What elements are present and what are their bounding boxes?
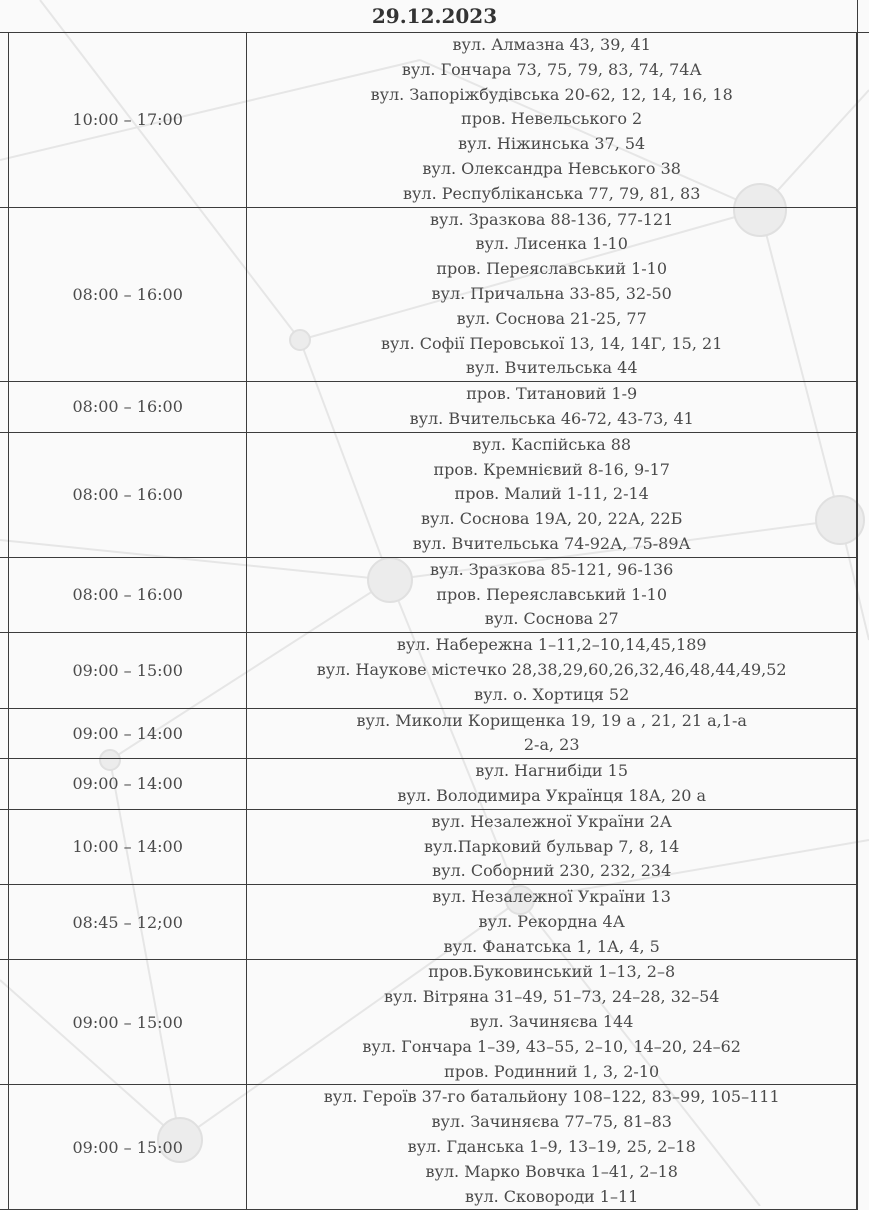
address-line: вул. Вчительська 46-72, 43-73, 41: [409, 408, 694, 428]
time-range-cell: 08:00 – 16:00: [8, 207, 246, 382]
address-line: пров. Малий 1-11, 2-14: [454, 484, 649, 504]
address-line: вул. о. Хортиця 52: [474, 684, 630, 704]
address-line: вул. Вчительська 74-92А, 75-89А: [412, 533, 691, 553]
address-line: вул. Зачиняєва 144: [469, 1012, 634, 1032]
address-line: вул.Парковий бульвар 7, 8, 14: [424, 836, 680, 856]
address-line: вул. Зразкова 88-136, 77-121: [430, 209, 674, 229]
address-line: вул. Алмазна 43, 39, 41: [452, 35, 651, 54]
time-range-cell: 09:00 – 15:00: [8, 960, 246, 1085]
address-cell: [247, 633, 857, 708]
row-number-cell: [0, 809, 8, 884]
address-line: вул. Марко Вовчка 1–41, 2–18: [425, 1161, 678, 1181]
address-line: вул. Соснова 27: [484, 609, 619, 629]
address-line: пров. Переяславський 1-10: [436, 259, 668, 279]
address-line: вул. Незалежної України 2А: [431, 811, 672, 831]
address-line: вул. Вчительська 44: [465, 358, 638, 378]
address-cell: [247, 759, 857, 810]
address-line: вул. Миколи Корищенка 19, 19 а , 21, 21 а,1-а: [356, 710, 747, 730]
table-row: [0, 33, 858, 208]
outage-schedule-table: [0, 32, 858, 1210]
row-number-cell: [0, 432, 8, 557]
row-number-cell: [0, 207, 8, 382]
address-line: вул. Фанатська 1, 1А, 4, 5: [443, 936, 660, 956]
address-line: пров.Буковинський 1–13, 2–8: [428, 962, 676, 982]
table-row: [0, 885, 858, 960]
address-line: вул. Героїв 37-го батальйону 108–122, 83–99, 105–111: [323, 1087, 780, 1107]
address-line: вул. Володимира Українця 18А, 20 а: [397, 785, 707, 805]
address-line: вул. Каспійська 88: [472, 434, 632, 454]
row-number-cell: [0, 557, 8, 632]
time-range-cell: 08:00 – 16:00: [8, 557, 246, 632]
address-cell: [247, 1085, 857, 1210]
address-line: вул. Гончара 1–39, 43–55, 2–10, 14–20, 24–62: [362, 1036, 741, 1056]
time-range-cell: 08:00 – 16:00: [8, 432, 246, 557]
address-line: пров. Родинний 1, 3, 2-10: [444, 1061, 660, 1081]
table-row: [0, 708, 858, 759]
row-number-cell: [0, 382, 8, 433]
table-row: [0, 809, 858, 884]
address-line: пров. Кремнієвий 8-16, 9-17: [433, 459, 670, 479]
time-range-cell: 09:00 – 14:00: [8, 708, 246, 759]
row-number-cell: [0, 759, 8, 810]
table-row: [0, 382, 858, 433]
address-cell: [247, 432, 857, 557]
row-number-cell: [0, 960, 8, 1085]
time-range-cell: 09:00 – 14:00: [8, 759, 246, 810]
schedule-date: 29.12.2023: [0, 0, 869, 33]
address-line: вул. Набережна 1–11,2–10,14,45,189: [396, 635, 707, 655]
address-line: вул. Запоріжбудівська 20-62, 12, 14, 16, 18: [370, 84, 733, 104]
address-line: вул. Софії Перовської 13, 14, 14Г, 15, 21: [381, 333, 723, 353]
address-cell: [247, 33, 857, 208]
table-row: [0, 633, 858, 708]
address-cell: [247, 557, 857, 632]
row-number-cell: [0, 633, 8, 708]
address-line: вул. Гончара 73, 75, 79, 83, 74, 74А: [401, 59, 702, 79]
address-line: вул. Причальна 33-85, 32-50: [431, 283, 672, 303]
schedule-sheet: [0, 0, 869, 33]
address-line: пров. Титановий 1-9: [466, 384, 638, 404]
right-border: [857, 0, 858, 1206]
address-line: вул. Нагнибіди 15: [475, 761, 629, 781]
table-row: [0, 759, 858, 810]
address-line: вул. Наукове містечко 28,38,29,60,26,32,46,48,44,49,52: [316, 659, 787, 679]
time-range-cell: 10:00 – 14:00: [8, 809, 246, 884]
address-line: пров. Невельського 2: [461, 109, 643, 129]
address-cell: [247, 382, 857, 433]
table-row: [0, 960, 858, 1085]
time-range-cell: 08:45 – 12;00: [8, 885, 246, 960]
address-line: вул. Соснова 21-25, 77: [456, 308, 647, 328]
table-row: [0, 1085, 858, 1210]
table-row: [0, 557, 858, 632]
time-range-cell: 10:00 – 17:00: [8, 33, 246, 208]
table-row: [0, 207, 858, 382]
address-line: 2-а, 23: [523, 735, 580, 755]
address-line: вул. Рекордна 4А: [478, 911, 625, 931]
address-cell: [247, 809, 857, 884]
row-number-cell: [0, 33, 8, 208]
address-cell: [247, 207, 857, 382]
table-row: [0, 432, 858, 557]
time-range-cell: 08:00 – 16:00: [8, 382, 246, 433]
address-line: вул. Лисенка 1-10: [475, 234, 628, 254]
address-cell: [247, 885, 857, 960]
address-cell: [247, 708, 857, 759]
row-number-cell: [0, 885, 8, 960]
address-line: пров. Переяславський 1-10: [436, 584, 668, 604]
address-cell: [247, 960, 857, 1085]
address-line: вул. Ніжинська 37, 54: [458, 134, 646, 154]
row-number-cell: [0, 1085, 8, 1210]
address-line: вул. Вітряна 31–49, 51–73, 24–28, 32–54: [383, 987, 720, 1007]
address-line: вул. Республіканська 77, 79, 81, 83: [402, 183, 701, 203]
address-line: вул. Незалежної України 13: [432, 887, 671, 907]
address-line: вул. Олександра Невського 38: [422, 158, 681, 178]
row-number-cell: [0, 708, 8, 759]
address-line: вул. Соснова 19А, 20, 22А, 22Б: [420, 509, 683, 529]
time-range-cell: 09:00 – 15:00: [8, 1085, 246, 1210]
address-line: вул. Соборний 230, 232, 234: [432, 861, 672, 881]
address-line: вул. Сковороди 1–11: [465, 1186, 639, 1206]
address-line: вул. Зразкова 85-121, 96-136: [430, 559, 674, 579]
address-line: вул. Гданська 1–9, 13–19, 25, 2–18: [407, 1137, 696, 1157]
address-line: вул. Зачиняєва 77–75, 81–83: [431, 1112, 672, 1132]
time-range-cell: 09:00 – 15:00: [8, 633, 246, 708]
